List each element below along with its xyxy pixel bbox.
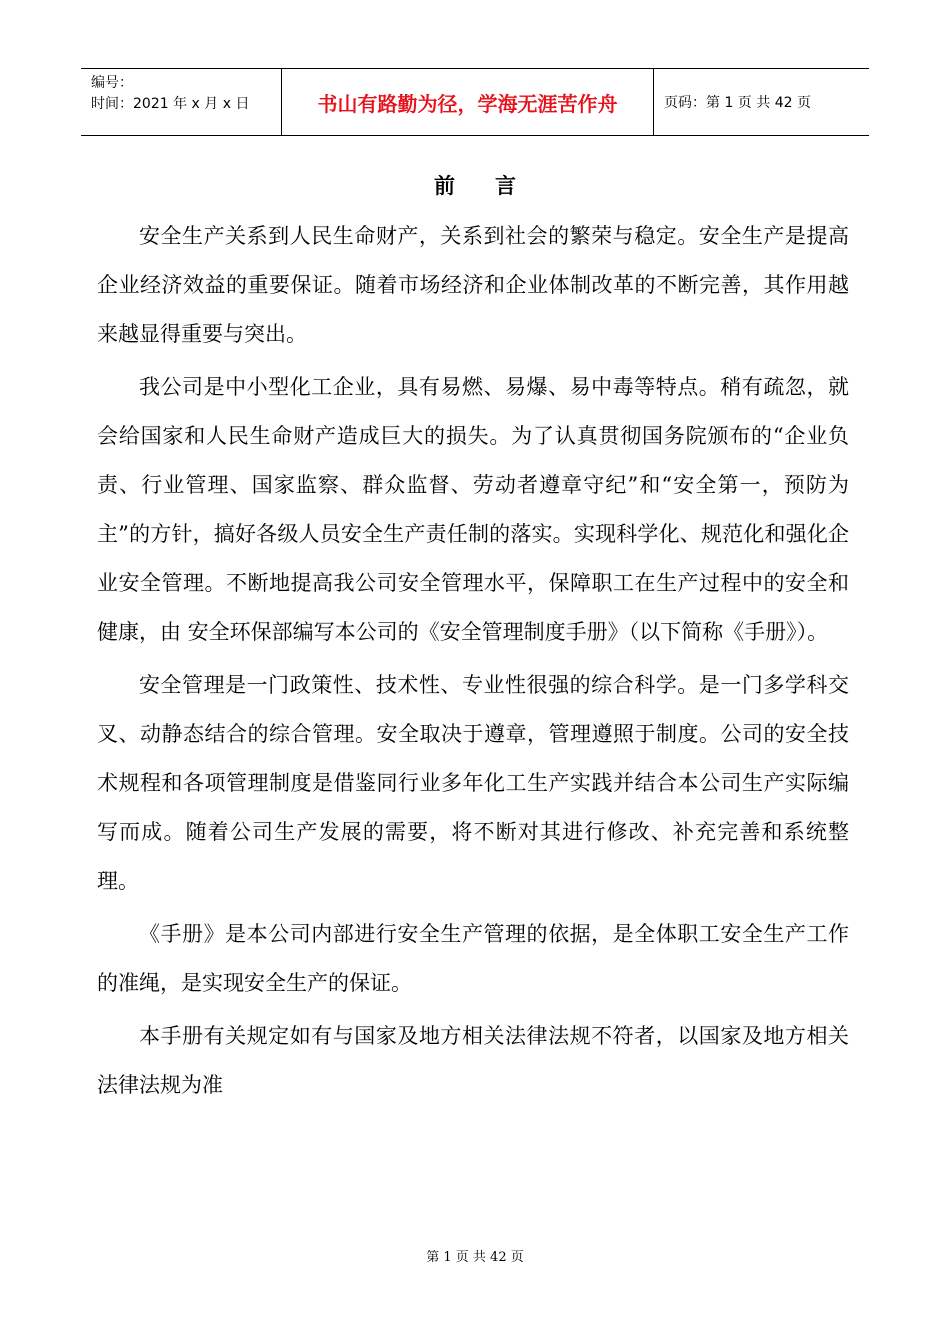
page-footer: 第 1 页 共 42 页 xyxy=(426,1250,524,1265)
paragraph-2: 我公司是中小型化工企业，具有易燃、易爆、易中毒等特点。稍有疏忽，就会给国家和人民生命财产造成巨大的损失。为了认真贯彻国务院颁布的“企业负责、行业管理、国家监察、群众监督、劳动者遵章守纪”和“安全第一，预防为主”的方针，搞好各级人员安全生产责任制的落实。实现科学化、规范化和强化企业安全管理。不断地提高我公司安全管理水平，保障职工在生产过程中的安全和健康，由 安全环保部编写本公司的《安全管理制度手册》（以下简称《手册》）。 xyxy=(97,375,849,644)
page-header xyxy=(81,68,869,136)
document-number-label: 编号： xyxy=(91,75,133,91)
document-body xyxy=(97,212,849,1110)
document-title: 前言 xyxy=(434,174,556,198)
document-time-label: 时间：2021 年 x 月 x 日 xyxy=(91,96,250,112)
paragraph-5: 本手册有关规定如有与国家及地方相关法律法规不符者，以国家及地方相关法律法规为准 xyxy=(97,1024,849,1097)
paragraph-4: 《手册》是本公司内部进行安全生产管理的依据，是全体职工安全生产工作的准绳，是实现安全生产的保证。 xyxy=(97,922,849,995)
header-meta xyxy=(81,69,281,135)
header-slogan: 书山有路勤为径，学海无涯苦作舟 xyxy=(281,69,654,135)
paragraph-1: 安全生产关系到人民生命财产，关系到社会的繁荣与稳定。安全生产是提高企业经济效益的重要保证。随着市场经济和企业体制改革的不断完善，其作用越来越显得重要与突出。 xyxy=(97,224,849,346)
header-page-info: 页码：第 1 页 共 42 页 xyxy=(664,95,811,111)
paragraph-3: 安全管理是一门政策性、技术性、专业性很强的综合科学。是一门多学科交叉、动静态结合的综合管理。安全取决于遵章，管理遵照于制度。公司的安全技术规程和各项管理制度是借鉴同行业多年化工生产实践并结合本公司生产实际编写而成。随着公司生产发展的需要，将不断对其进行修改、补充完善和系统整理。 xyxy=(97,673,849,893)
